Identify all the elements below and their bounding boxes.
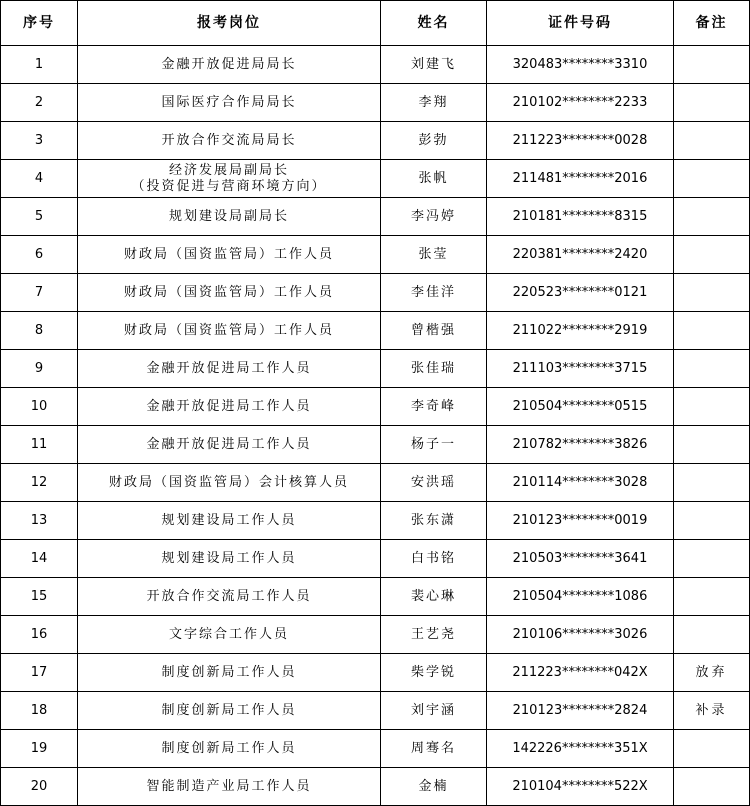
position-text: 规划建设局工作人员 — [161, 550, 297, 566]
name-cell: 白书铭 — [381, 540, 487, 578]
position-text: 文字综合工作人员 — [168, 626, 289, 642]
remarks-cell — [674, 768, 750, 806]
remarks-cell — [674, 616, 750, 654]
table-row — [1, 312, 750, 350]
remarks-cell — [674, 502, 750, 540]
header-id-number: 证件号码 — [487, 1, 674, 46]
position-cell — [78, 350, 381, 388]
table-row — [1, 464, 750, 502]
name-cell: 杨子一 — [381, 426, 487, 464]
header-row — [1, 1, 750, 46]
position-cell — [78, 160, 381, 198]
position-text: 金融开放促进局工作人员 — [146, 436, 312, 452]
serial-number-cell: 8 — [1, 312, 78, 350]
serial-number-cell: 11 — [1, 426, 78, 464]
name-cell: 李奇峰 — [381, 388, 487, 426]
table-row — [1, 692, 750, 730]
name-cell: 刘建飞 — [381, 46, 487, 84]
table-row — [1, 654, 750, 692]
remarks-cell — [674, 540, 750, 578]
position-text: 智能制造产业局工作人员 — [146, 778, 312, 794]
position-cell — [78, 578, 381, 616]
table-row — [1, 350, 750, 388]
name-cell: 张帆 — [381, 160, 487, 198]
table-row — [1, 236, 750, 274]
position-cell — [78, 236, 381, 274]
id-number-cell: 211481********2016 — [487, 160, 674, 198]
position-cell — [78, 312, 381, 350]
remarks-cell — [674, 198, 750, 236]
id-number-cell: 210503********3641 — [487, 540, 674, 578]
id-number-cell: 211022********2919 — [487, 312, 674, 350]
serial-number-cell: 20 — [1, 768, 78, 806]
serial-number-cell: 4 — [1, 160, 78, 198]
position-cell — [78, 274, 381, 312]
id-number-cell: 320483********3310 — [487, 46, 674, 84]
id-number-cell: 210104********522X — [487, 768, 674, 806]
id-number-cell: 210504********1086 — [487, 578, 674, 616]
table-row — [1, 502, 750, 540]
remarks-cell — [674, 312, 750, 350]
table-row — [1, 198, 750, 236]
position-text: 开放合作交流局局长 — [161, 132, 297, 148]
position-text: （投资促进与营商环境方向） — [131, 178, 327, 194]
remarks-cell: 补录 — [674, 692, 750, 730]
remarks-cell — [674, 274, 750, 312]
id-number-cell: 211223********042X — [487, 654, 674, 692]
position-cell — [78, 654, 381, 692]
serial-number-cell: 5 — [1, 198, 78, 236]
name-cell: 李冯婷 — [381, 198, 487, 236]
position-cell — [78, 122, 381, 160]
table-row — [1, 616, 750, 654]
serial-number-cell: 2 — [1, 84, 78, 122]
table-row — [1, 426, 750, 464]
name-cell: 彭勃 — [381, 122, 487, 160]
table-row — [1, 540, 750, 578]
id-number-cell: 210181********8315 — [487, 198, 674, 236]
serial-number-cell: 19 — [1, 730, 78, 768]
position-cell — [78, 46, 381, 84]
position-text: 规划建设局副局长 — [168, 208, 289, 224]
table-row — [1, 46, 750, 84]
header-serial-number: 序号 — [1, 1, 78, 46]
name-cell: 张莹 — [381, 236, 487, 274]
id-number-cell: 210114********3028 — [487, 464, 674, 502]
position-text: 制度创新局工作人员 — [161, 740, 297, 756]
position-cell — [78, 84, 381, 122]
position-text: 金融开放促进局工作人员 — [146, 398, 312, 414]
serial-number-cell: 18 — [1, 692, 78, 730]
header-remarks: 备注 — [674, 1, 750, 46]
position-text: 规划建设局工作人员 — [161, 512, 297, 528]
position-text: 国际医疗合作局局长 — [161, 94, 297, 110]
position-text: 金融开放促进局工作人员 — [146, 360, 312, 376]
table-body — [1, 46, 750, 806]
name-cell: 曾楷强 — [381, 312, 487, 350]
id-number-cell: 220381********2420 — [487, 236, 674, 274]
remarks-cell — [674, 84, 750, 122]
serial-number-cell: 12 — [1, 464, 78, 502]
name-cell: 金楠 — [381, 768, 487, 806]
serial-number-cell: 17 — [1, 654, 78, 692]
remarks-cell — [674, 160, 750, 198]
remarks-cell — [674, 578, 750, 616]
remarks-cell — [674, 426, 750, 464]
name-cell: 安洪瑶 — [381, 464, 487, 502]
id-number-cell: 210782********3826 — [487, 426, 674, 464]
position-text: 开放合作交流局工作人员 — [146, 588, 312, 604]
serial-number-cell: 16 — [1, 616, 78, 654]
position-cell — [78, 540, 381, 578]
serial-number-cell: 1 — [1, 46, 78, 84]
serial-number-cell: 13 — [1, 502, 78, 540]
id-number-cell: 210106********3026 — [487, 616, 674, 654]
remarks-cell — [674, 236, 750, 274]
table-row — [1, 768, 750, 806]
position-text: 财政局（国资监管局）工作人员 — [123, 246, 334, 262]
position-cell — [78, 616, 381, 654]
position-cell — [78, 198, 381, 236]
remarks-cell — [674, 46, 750, 84]
id-number-cell: 210123********2824 — [487, 692, 674, 730]
remarks-cell — [674, 464, 750, 502]
serial-number-cell: 9 — [1, 350, 78, 388]
name-cell: 王艺尧 — [381, 616, 487, 654]
remarks-cell — [674, 388, 750, 426]
id-number-cell: 142226********351X — [487, 730, 674, 768]
position-text: 制度创新局工作人员 — [161, 664, 297, 680]
position-text: 经济发展局副局长 — [168, 162, 289, 178]
id-number-cell: 210504********0515 — [487, 388, 674, 426]
name-cell: 李佳洋 — [381, 274, 487, 312]
id-number-cell: 210123********0019 — [487, 502, 674, 540]
name-cell: 周骞名 — [381, 730, 487, 768]
remarks-cell: 放弃 — [674, 654, 750, 692]
name-cell: 张佳瑞 — [381, 350, 487, 388]
name-cell: 裴心琳 — [381, 578, 487, 616]
position-text: 制度创新局工作人员 — [161, 702, 297, 718]
serial-number-cell: 3 — [1, 122, 78, 160]
serial-number-cell: 14 — [1, 540, 78, 578]
serial-number-cell: 7 — [1, 274, 78, 312]
id-number-cell: 210102********2233 — [487, 84, 674, 122]
id-number-cell: 211223********0028 — [487, 122, 674, 160]
table-row — [1, 122, 750, 160]
name-cell: 张东潇 — [381, 502, 487, 540]
name-cell: 刘宇涵 — [381, 692, 487, 730]
name-cell: 李翔 — [381, 84, 487, 122]
header-position: 报考岗位 — [78, 1, 381, 46]
position-text: 财政局（国资监管局）工作人员 — [123, 284, 334, 300]
position-cell — [78, 426, 381, 464]
position-cell — [78, 388, 381, 426]
remarks-cell — [674, 730, 750, 768]
table-row — [1, 730, 750, 768]
serial-number-cell: 6 — [1, 236, 78, 274]
header-name: 姓名 — [381, 1, 487, 46]
id-number-cell: 220523********0121 — [487, 274, 674, 312]
position-text: 财政局（国资监管局）会计核算人员 — [108, 474, 349, 490]
serial-number-cell: 10 — [1, 388, 78, 426]
remarks-cell — [674, 350, 750, 388]
position-cell — [78, 692, 381, 730]
position-cell — [78, 730, 381, 768]
table-row — [1, 274, 750, 312]
table-row — [1, 578, 750, 616]
table-row — [1, 388, 750, 426]
position-cell — [78, 464, 381, 502]
serial-number-cell: 15 — [1, 578, 78, 616]
position-cell — [78, 502, 381, 540]
table-row — [1, 84, 750, 122]
id-number-cell: 211103********3715 — [487, 350, 674, 388]
name-cell: 柴学锐 — [381, 654, 487, 692]
remarks-cell — [674, 122, 750, 160]
table-row — [1, 160, 750, 198]
position-text: 金融开放促进局局长 — [161, 56, 297, 72]
position-cell — [78, 768, 381, 806]
position-text: 财政局（国资监管局）工作人员 — [123, 322, 334, 338]
